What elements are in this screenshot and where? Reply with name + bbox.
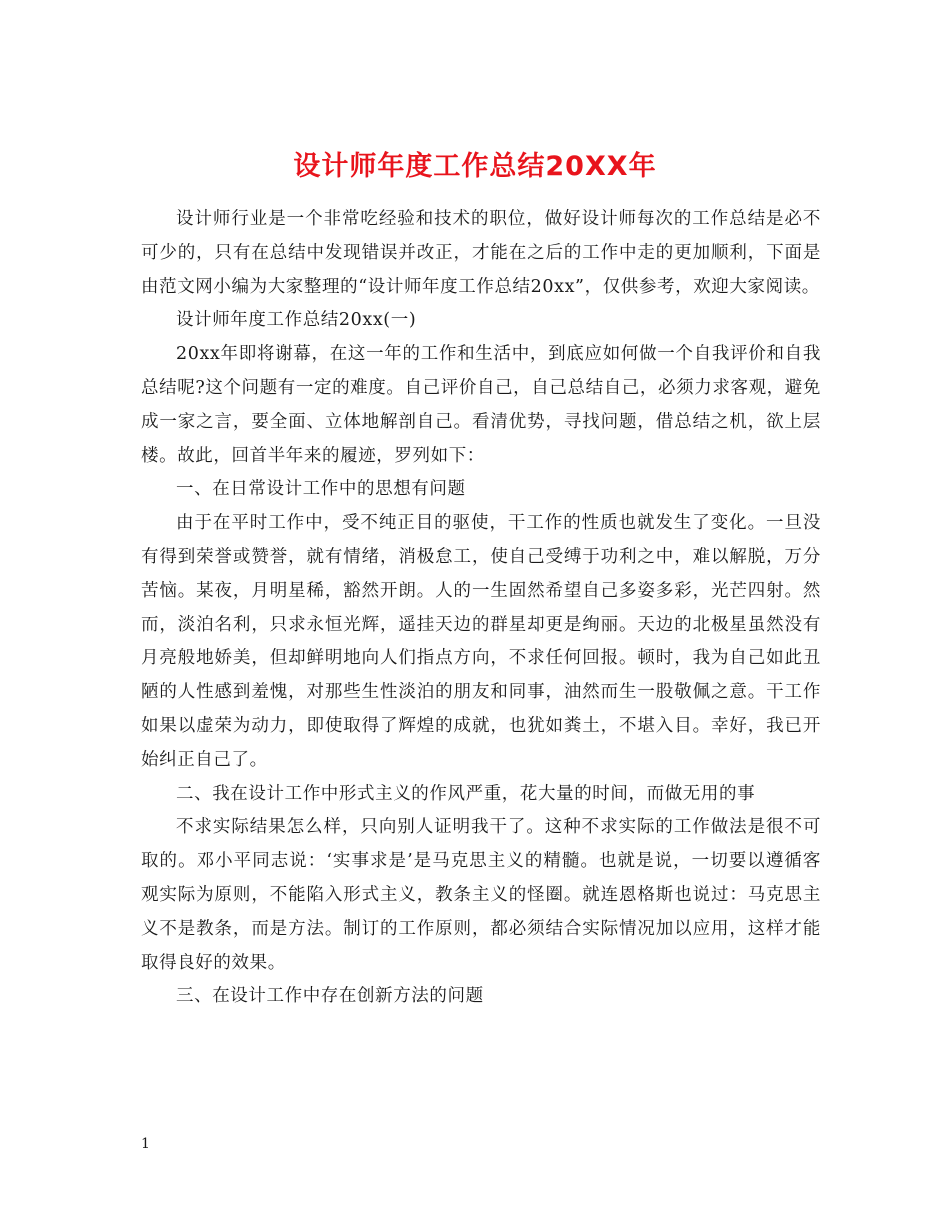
issue-heading-innovation: 三、在设计工作中存在创新方法的问题: [176, 986, 484, 1007]
issue-heading-thinking: 一、在日常设计工作中的思想有问题: [176, 479, 466, 500]
page-number: 1: [141, 1136, 150, 1152]
document-title: 设计师年度工作总结20XX年: [293, 151, 657, 183]
thinking-issue-paragraph: 由于在平时工作中，受不纯正目的驱使，干工作的性质也就发生了变化。一旦没有得到荣誉或赞誉，就有情绪，消极怠工，使自己受缚于功利之中，难以解脱，万分苦恼。某夜，月明星稀，豁然开朗。人的一生固然希望自己多姿多彩，光芒四射。然而，淡泊名利，只求永恒光辉，遥挂天边的群星却更是绚丽。天边的北极星虽然没有月亮般地娇美，但却鲜明地向人们指点方向，不求任何回报。顿时，我为自己如此丑陋的人性感到羞愧，对那些生性淡泊的朋友和同事，油然而生一股敬佩之意。干工作如果以虚荣为动力，即使取得了辉煌的成就，也犹如粪土，不堪入目。幸好，我已开始纠正自己了。: [141, 513, 821, 770]
self-evaluation-paragraph: 20xx年即将谢幕，在这一年的工作和生活中，到底应如何做一个自我评价和自我总结呢?这个问题有一定的难度。自己评价自己，自己总结自己，必须力求客观，避免成一家之言，要全面、立体地解剖自己。看清优势，寻找问题，借总结之机，欲上层楼。故此，回首半年来的履迹，罗列如下：: [141, 344, 821, 466]
formalism-issue-paragraph: 不求实际结果怎么样，只向别人证明我干了。这种不求实际的工作做法是很不可取的。邓小平同志说：‘实事求是’是马克思主义的精髓。也就是说，一切要以遵循客观实际为原则，不能陷入形式主义，教条主义的怪圈。就连恩格斯也说过：马克思主义不是教条，而是方法。制订的工作原则，都必须结合实际情况加以应用，这样才能取得良好的效果。: [141, 817, 821, 973]
issue-heading-formalism: 二、我在设计工作中形式主义的作风严重，花大量的时间，而做无用的事: [176, 783, 756, 804]
document-body: [141, 203, 821, 1014]
intro-paragraph: 设计师行业是一个非常吃经验和技术的职位，做好设计师每次的工作总结是必不可少的，只有在总结中发现错误并改正，才能在之后的工作中走的更加顺利，下面是由范文网小编为大家整理的“设计师年度工作总结20xx”，仅供参考，欢迎大家阅读。: [141, 209, 821, 297]
section-heading-part-one: 设计师年度工作总结20xx(一): [176, 310, 417, 331]
